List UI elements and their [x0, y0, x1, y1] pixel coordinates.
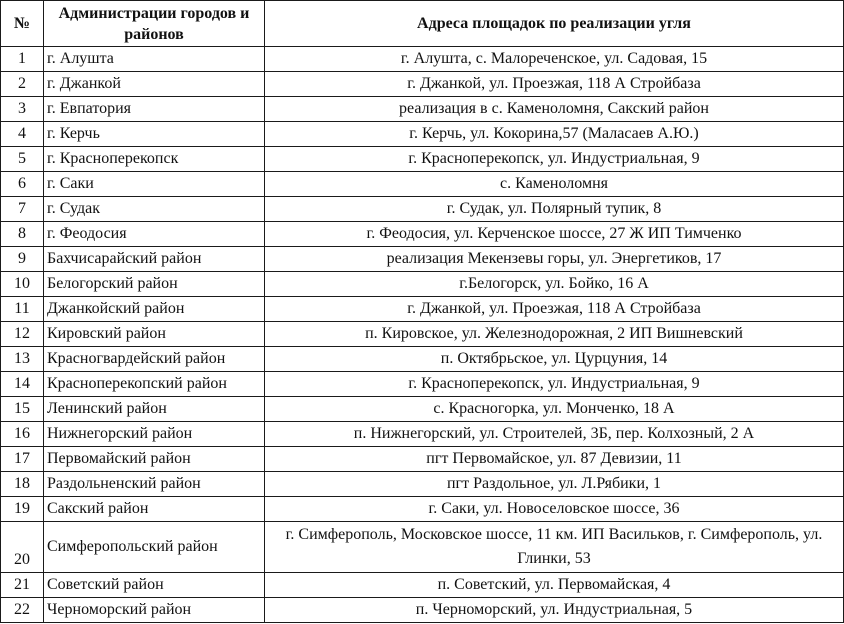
- row-number: 22: [1, 598, 44, 623]
- row-address: п. Кировское, ул. Железнодорожная, 2 ИП Вишневский: [265, 322, 844, 347]
- row-number: 15: [1, 397, 44, 422]
- table-row: [1, 447, 844, 472]
- row-number: 20: [1, 522, 44, 573]
- table-row: [1, 472, 844, 497]
- row-number: 14: [1, 372, 44, 397]
- row-administration: г. Судак: [44, 197, 265, 222]
- table-row: [1, 397, 844, 422]
- row-administration: Раздольненский район: [44, 472, 265, 497]
- table-row: [1, 297, 844, 322]
- row-administration: Белогорский район: [44, 272, 265, 297]
- table-row: [1, 573, 844, 598]
- row-administration: г. Красноперекопск: [44, 147, 265, 172]
- row-number: 1: [1, 47, 44, 72]
- row-number: 19: [1, 497, 44, 522]
- row-administration: Черноморский район: [44, 598, 265, 623]
- table-row: [1, 272, 844, 297]
- row-address: реализация Мекензевы горы, ул. Энергетиков, 17: [265, 247, 844, 272]
- row-address: г. Красноперекопск, ул. Индустриальная, 9: [265, 372, 844, 397]
- row-address: п. Советский, ул. Первомайская, 4: [265, 573, 844, 598]
- row-address: с. Каменоломня: [265, 172, 844, 197]
- row-address: с. Красногорка, ул. Монченко, 18 А: [265, 397, 844, 422]
- header-address: Адреса площадок по реализации угля: [265, 1, 844, 47]
- row-address: реализация в с. Каменоломня, Сакский район: [265, 97, 844, 122]
- row-address: пгт Раздольное, ул. Л.Рябики, 1: [265, 472, 844, 497]
- table-row: [1, 372, 844, 397]
- row-number: 8: [1, 222, 44, 247]
- table-row: [1, 72, 844, 97]
- row-number: 17: [1, 447, 44, 472]
- row-administration: г. Феодосия: [44, 222, 265, 247]
- table-row: [1, 522, 844, 573]
- row-administration: г. Керчь: [44, 122, 265, 147]
- row-number: 9: [1, 247, 44, 272]
- row-number: 21: [1, 573, 44, 598]
- row-address: г. Саки, ул. Новоселовское шоссе, 36: [265, 497, 844, 522]
- row-administration: Красноперекопский район: [44, 372, 265, 397]
- row-administration: г. Джанкой: [44, 72, 265, 97]
- row-address: г. Джанкой, ул. Проезжая, 118 А Стройбаза: [265, 297, 844, 322]
- row-number: 4: [1, 122, 44, 147]
- row-address: г. Феодосия, ул. Керченское шоссе, 27 Ж ИП Тимченко: [265, 222, 844, 247]
- table-row: [1, 422, 844, 447]
- row-administration: Бахчисарайский район: [44, 247, 265, 272]
- table-row: [1, 598, 844, 623]
- header-number: №: [1, 1, 44, 47]
- row-address: пгт Первомайское, ул. 87 Девизии, 11: [265, 447, 844, 472]
- row-administration: Ленинский район: [44, 397, 265, 422]
- row-administration: Первомайский район: [44, 447, 265, 472]
- table-row: [1, 497, 844, 522]
- row-address: п. Черноморский, ул. Индустриальная, 5: [265, 598, 844, 623]
- row-number: 18: [1, 472, 44, 497]
- table-row: [1, 197, 844, 222]
- row-address: г. Красноперекопск, ул. Индустриальная, 9: [265, 147, 844, 172]
- row-administration: г. Саки: [44, 172, 265, 197]
- table-body: [1, 47, 844, 623]
- row-address: г. Алушта, с. Малореченское, ул. Садовая, 15: [265, 47, 844, 72]
- row-administration: Кировский район: [44, 322, 265, 347]
- row-number: 7: [1, 197, 44, 222]
- table-row: [1, 172, 844, 197]
- row-administration: Симферопольский район: [44, 522, 265, 573]
- row-administration: Советский район: [44, 573, 265, 598]
- row-address: п. Нижнегорский, ул. Строителей, 3Б, пер. Колхозный, 2 А: [265, 422, 844, 447]
- header-administration: Администрации городов и районов: [44, 1, 265, 47]
- row-administration: г. Евпатория: [44, 97, 265, 122]
- row-number: 3: [1, 97, 44, 122]
- table-row: [1, 247, 844, 272]
- row-administration: г. Алушта: [44, 47, 265, 72]
- row-number: 13: [1, 347, 44, 372]
- row-address: г. Джанкой, ул. Проезжая, 118 А Стройбаза: [265, 72, 844, 97]
- table-row: [1, 122, 844, 147]
- table-row: [1, 222, 844, 247]
- row-number: 2: [1, 72, 44, 97]
- row-number: 16: [1, 422, 44, 447]
- row-administration: Джанкойский район: [44, 297, 265, 322]
- row-address: г. Судак, ул. Полярный тупик, 8: [265, 197, 844, 222]
- row-administration: Сакский район: [44, 497, 265, 522]
- row-administration: Красногвардейский район: [44, 347, 265, 372]
- table-row: [1, 322, 844, 347]
- row-address: г.Белогорск, ул. Бойко, 16 А: [265, 272, 844, 297]
- row-address: г. Симферополь, Московское шоссе, 11 км. ИП Васильков, г. Симферополь, ул. Глинки, 53: [265, 522, 844, 573]
- row-number: 12: [1, 322, 44, 347]
- row-address: п. Октябрьское, ул. Цурцуния, 14: [265, 347, 844, 372]
- row-administration: Нижнегорский район: [44, 422, 265, 447]
- row-number: 6: [1, 172, 44, 197]
- row-address: г. Керчь, ул. Кокорина,57 (Маласаев А.Ю.): [265, 122, 844, 147]
- table-row: [1, 347, 844, 372]
- row-number: 10: [1, 272, 44, 297]
- row-number: 11: [1, 297, 44, 322]
- table-row: [1, 147, 844, 172]
- row-number: 5: [1, 147, 44, 172]
- table-row: [1, 47, 844, 72]
- table-header-row: [1, 1, 844, 47]
- table-row: [1, 97, 844, 122]
